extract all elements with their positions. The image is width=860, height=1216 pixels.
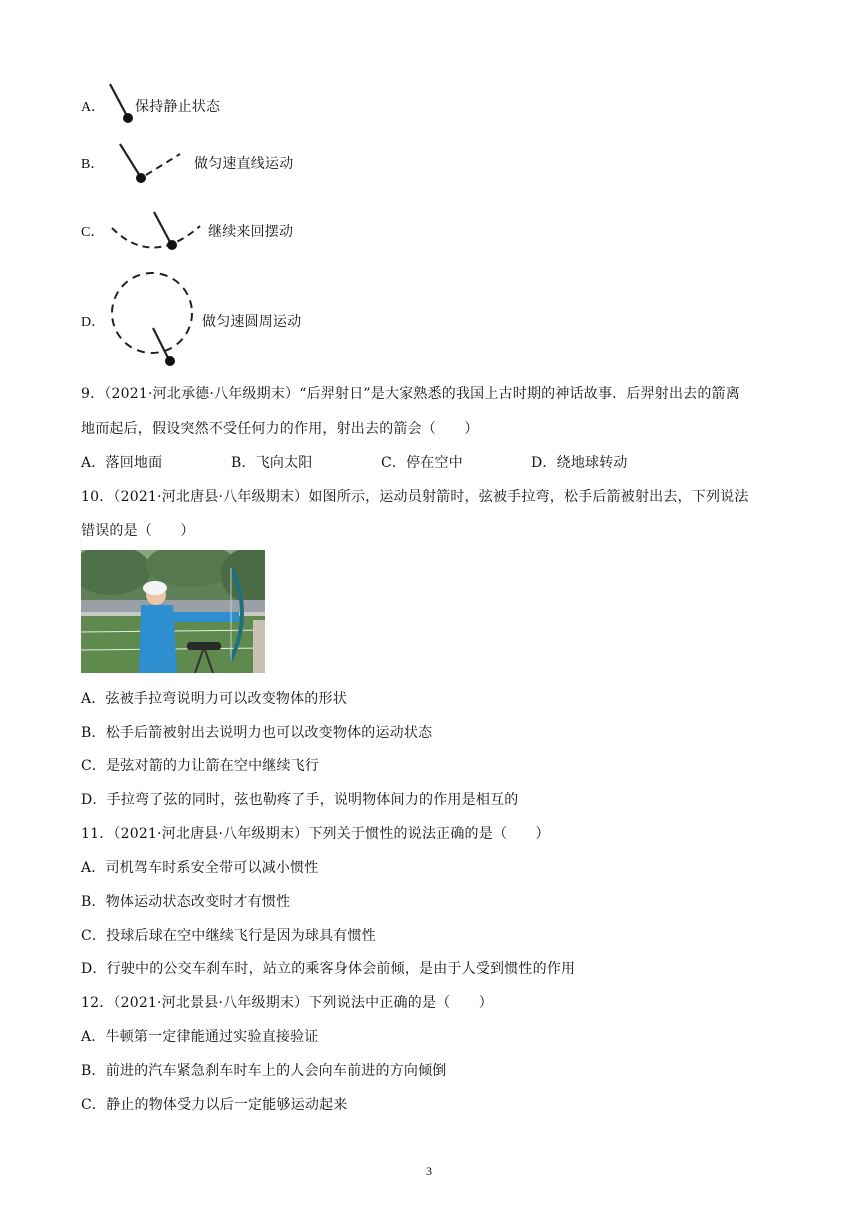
- q10-stem-line2: 错误的是（ ）: [81, 523, 195, 539]
- pendulum-circle-figure: [105, 268, 200, 373]
- q10-option-c: C．是弦对箭的力让箭在空中继续飞行: [81, 758, 320, 774]
- q11-option-a: A．司机驾车时系安全带可以减小惯性: [81, 860, 319, 876]
- pendulum-straight-line-figure: [110, 140, 190, 188]
- page-number: 3: [426, 1164, 432, 1178]
- q11-option-b: B．物体运动状态改变时才有惯性: [81, 894, 291, 910]
- option-a-letter: A．: [81, 100, 106, 115]
- q9-option-a: A．落回地面: [81, 455, 163, 471]
- option-c-caption: 继续来回摆动: [208, 224, 294, 240]
- option-d-letter: D．: [81, 315, 106, 330]
- q9-stem-line1: 9．（2021·河北承德·八年级期末）“后羿射日”是大家熟悉的我国上古时期的神话故事．后羿射出去的箭离: [81, 386, 740, 402]
- option-d-caption: 做匀速圆周运动: [202, 314, 302, 330]
- option-b-caption: 做匀速直线运动: [194, 156, 294, 172]
- archer-photo: [81, 550, 265, 673]
- q9-stem-line2: 地而起后，假设突然不受任何力的作用，射出去的箭会（ ）: [81, 421, 479, 437]
- q10-option-a: A．弦被手拉弯说明力可以改变物体的形状: [81, 691, 347, 707]
- q10-stem-line1: 10．（2021·河北唐县·八年级期末）如图所示，运动员射箭时，弦被手拉弯，松手后箭被射出去，下列说法: [81, 489, 749, 505]
- q11-stem: 11．（2021·河北唐县·八年级期末）下列关于惯性的说法正确的是（ ）: [81, 826, 550, 842]
- q9-option-d: D．绕地球转动: [531, 455, 628, 471]
- q11-option-d: D．行驶中的公交车刹车时，站立的乘客身体会前倾，是由于人受到惯性的作用: [81, 961, 576, 977]
- pendulum-swing-figure: [108, 208, 208, 258]
- q11-option-c: C．投球后球在空中继续飞行是因为球具有惯性: [81, 928, 376, 944]
- q12-option-a: A．牛顿第一定律能通过实验直接验证: [81, 1029, 319, 1045]
- q10-option-d: D．手拉弯了弦的同时，弦也勒疼了手，说明物体间力的作用是相互的: [81, 792, 519, 808]
- option-a-caption: 保持静止状态: [135, 99, 221, 115]
- q12-option-b: B．前进的汽车紧急刹车时车上的人会向车前进的方向倾倒: [81, 1063, 447, 1079]
- q12-stem: 12．（2021·河北景县·八年级期末）下列说法中正确的是（ ）: [81, 995, 493, 1011]
- q10-option-b: B．松手后箭被射出去说明力也可以改变物体的运动状态: [81, 725, 433, 741]
- q9-option-b: B．飞向太阳: [231, 455, 313, 471]
- pendulum-still-figure: [100, 82, 140, 126]
- option-c-letter: C．: [81, 225, 105, 240]
- q12-option-c: C．静止的物体受力以后一定能够运动起来: [81, 1097, 348, 1113]
- option-b-letter: B．: [81, 157, 105, 172]
- q9-option-c: C．停在空中: [381, 455, 463, 471]
